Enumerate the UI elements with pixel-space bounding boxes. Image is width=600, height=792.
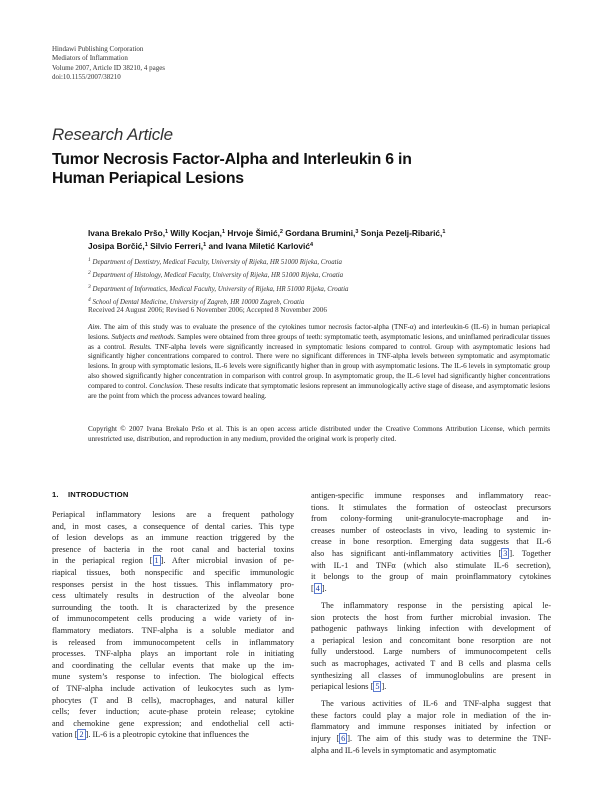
abstract-conclusion-label: Conclusion.	[149, 381, 184, 390]
text-line: of lesion develops as an immune reaction triggered by the	[52, 533, 294, 543]
text-line: alpha and IL-6 levels in symptomatic and asymptomatic	[311, 745, 497, 755]
citation-link[interactable]: 3	[503, 548, 508, 558]
text-line: responses persist in the host tissues. This inflammatory pro-	[52, 579, 294, 589]
text-line: cells; fever induction; acute-phase protein release; cytokine	[52, 707, 294, 717]
text-line: processes. TNF-alpha plays an important role in initiating	[52, 649, 294, 659]
abstract-aim-text: The aim of this study was to evaluate the presence of the cytokines tumor necrosis factor-alpha (TNF-α) and interleukin-6 (IL-6) in human periapical lesions.	[88, 323, 550, 341]
text-line: synthesizing all classes of immunoglobulins are present in	[311, 670, 551, 680]
text-line: from colony-forming unit-granulocyte-macrophage and in-	[311, 514, 551, 524]
text-line: is released from immunocompetent cells in inflammatory	[52, 637, 294, 647]
text-line: surrounding the tooth. It is characterized by the presence	[52, 602, 294, 612]
affiliation-item	[88, 282, 558, 295]
author-list	[88, 226, 558, 252]
text-line: phocytes (T and B cells), macrophages, and natural killer	[52, 695, 294, 705]
author-name: and Ivana Miletić Karlović	[206, 241, 310, 251]
text-line: pathogenic pathways linking infection with development of	[311, 624, 551, 634]
author-line-1	[88, 226, 558, 239]
author-affiliation-mark: 4	[309, 242, 313, 248]
author-name: Hrvoje Šimić,	[225, 228, 280, 238]
author-name: Willy Kocjan,	[168, 228, 222, 238]
text-line: with IL-1 and TNFα (which also stimulate IL-6 secretion),	[311, 560, 551, 570]
text-line: in the periapical region [ 1 ]. After microbial invasion of pe-	[52, 556, 294, 566]
text-line: antigen-specific immune responses and inflammatory reac-	[311, 491, 551, 500]
affiliation-item	[88, 268, 558, 281]
publisher-name: Hindawi Publishing Corporation	[52, 45, 144, 53]
text-line: and coordinating the cellular events that make up the im-	[52, 660, 294, 670]
article-dates: Received 24 August 2006; Revised 6 November 2006; Accepted 8 November 2006	[88, 306, 327, 314]
text-line: The inflammatory response in the persisting apical le-	[321, 600, 551, 610]
citation-link[interactable]: 5	[375, 682, 380, 692]
author-affiliation-mark: 2	[279, 229, 283, 235]
title-line-2: Human Periapical Lesions	[52, 170, 244, 187]
text-line: [ 4 ].	[311, 583, 327, 593]
text-line: of TNF-alpha include activation of leukocytes such as lym-	[52, 683, 294, 693]
affiliation-mark: 1	[88, 257, 91, 263]
article-title	[52, 150, 552, 188]
body-column-right	[311, 490, 551, 756]
text-line: such as macrophages, activated T and B cells and plasma cells	[311, 658, 551, 668]
section-title: INTRODUCTION	[67, 490, 129, 499]
volume-info: Volume 2007, Article ID 38210, 4 pages	[52, 63, 166, 72]
text-line: Periapical inflammatory lesions are a frequent pathology	[52, 510, 294, 519]
text-line: flammatory and immune responses initiated by infection or	[311, 722, 551, 732]
text-line: creases number of osteoclasts in vivo, leading to systemic in-	[311, 525, 551, 535]
citation-link[interactable]: 6	[341, 734, 346, 744]
text-line: fully understood. Large numbers of immunocompetent cells	[311, 647, 551, 657]
text-line: it belongs to the group of main proinflammatory cytokines	[311, 572, 551, 582]
text-line: tions. It stimulates the formation of osteoclast precursors	[311, 502, 551, 512]
text-line: flammatory mediators. TNF-alpha is a soluble mediator and	[52, 625, 294, 635]
affiliation-mark: 2	[88, 270, 91, 277]
affiliation-mark: 4	[88, 297, 91, 304]
author-affiliation-mark: 1	[203, 242, 207, 248]
author-name: Sonja Pezelj-Ribarić,	[358, 228, 443, 238]
affiliation-mark: 3	[88, 283, 91, 290]
abstract-methods-label: Subjects and methods.	[111, 332, 176, 341]
publication-info	[52, 45, 165, 83]
affiliation-text: Department of Dentistry, Medical Faculty, University of Rijeka, HR 51000 Rijeka, Croatia	[90, 259, 342, 266]
citation-link[interactable]: 4	[315, 583, 320, 593]
author-affiliation-mark: 1	[221, 229, 226, 235]
text-line: and, in most cases, a consequence of dental caries. This type	[52, 521, 294, 531]
author-name: Josipa Borčić,	[88, 241, 145, 251]
copyright-notice: Copyright © 2007 Ivana Brekalo Pršo et al. This is an open access article distributed under the Creative Commons Attribution License, which permits unrestricted use, distribution, and reproduction in any medium, provided the original work is properly cited.	[88, 425, 550, 443]
author-name: Gordana Brumini,	[282, 228, 356, 238]
author-affiliation-mark: 1	[144, 242, 148, 248]
abstract	[88, 323, 550, 401]
author-name: Ivana Brekalo Pršo,	[88, 228, 166, 238]
text-line: sion protects the host from further microbial invasion. The	[311, 612, 551, 622]
citation-link[interactable]: 1	[154, 556, 159, 566]
abstract-results-label: Results.	[129, 342, 152, 351]
text-line: presence of bacteria in the root canal and bacterial toxins	[52, 544, 294, 554]
section-heading	[52, 490, 129, 499]
author-affiliation-mark: 1	[442, 229, 446, 235]
affiliations	[88, 255, 558, 309]
abstract-methods-text: Samples were obtained from three groups of teeth: symptomatic teeth, asymptomatic lesions, and uninflamed periradicular tissues as a control.	[88, 332, 550, 351]
text-line: The various activities of IL-6 and TNF-alpha suggest that	[321, 699, 551, 709]
affiliation-item	[88, 255, 558, 268]
doi: doi:10.1155/2007/38210	[52, 73, 121, 82]
text-line: riapical tissues, both nonspecific and specific immunologic	[52, 567, 294, 577]
text-line: and chemokine gene expression; and endothelial cell acti-	[52, 718, 294, 728]
author-line-2	[88, 239, 558, 252]
affiliation-text: Department of Histology, Medical Faculty, University of Rijeka, HR 51000 Rijeka, Croatia	[90, 272, 344, 280]
affiliation-text: Department of Informatics, Medical Faculty, University of Rijeka, HR 51000 Rijeka, Croatia	[90, 285, 349, 293]
author-affiliation-mark: 3	[355, 229, 359, 235]
text-line: vation [ 2 ]. IL-6 is a pleotropic cytokine that influences the	[52, 730, 249, 740]
text-line: these factors could play a major role in mediation of the in-	[311, 710, 551, 720]
abstract-results-text: TNF-alpha levels were significantly increased in symptomatic lesions compared to control. Group with asymptomatic lesions had significantly higher concentrations compared to control. There were no significant differences in TNF-alpha levels between symptomatic and asymptomatic lesions. In group with symptomatic lesions, IL-6 levels were significantly higher than in group with asymptomatic lesions. The IL-6 levels in symptomatic group also showed significantly higher concentration in comparison with control group. In asymptomatic group, the IL-6 level had significantly higher concentrations compared to control.	[88, 342, 551, 390]
title-line-1: Tumor Necrosis Factor-Alpha and Interleukin 6 in	[52, 151, 412, 168]
affiliation-text: School of Dental Medicine, University of Zagreb, HR 10000 Zagreb, Croatia	[90, 299, 305, 307]
section-number: 1.	[52, 490, 59, 499]
journal-name: Mediators of Inflammation	[52, 54, 128, 63]
text-line: also has significant anti-inflammatory activities [ 3 ]. Together	[311, 548, 551, 558]
text-line: cess ultimately results in destruction of the alveolar bone	[52, 591, 294, 601]
author-name: Silvio Ferreri,	[147, 241, 204, 251]
body-column-left	[52, 509, 294, 741]
article-type: Research Article	[52, 125, 173, 144]
text-line: of immunocompetent cells producing a wide variety of in-	[52, 614, 294, 624]
author-affiliation-mark: 1	[165, 229, 169, 235]
text-line: crease in bone resorption. Emerging data suggests that IL-6	[311, 537, 551, 547]
citation-link[interactable]: 2	[79, 730, 84, 740]
text-line: mune system’s response to infection. The biological effects	[52, 672, 294, 682]
text-line: periapical lesions [ 5 ].	[311, 682, 387, 692]
abstract-conclusion-text: These results indicate that symptomatic lesions represent an immunologically active stage of disease, and asymptomatic lesions are the point from which the process advances toward healing.	[88, 381, 550, 400]
text-line: injury [ 6 ]. The aim of this study was to determine the TNF-	[311, 734, 551, 744]
abstract-aim-label: Aim.	[88, 323, 102, 331]
text-line: a periapical lesion and concomitant bone resorption are not	[311, 635, 551, 645]
